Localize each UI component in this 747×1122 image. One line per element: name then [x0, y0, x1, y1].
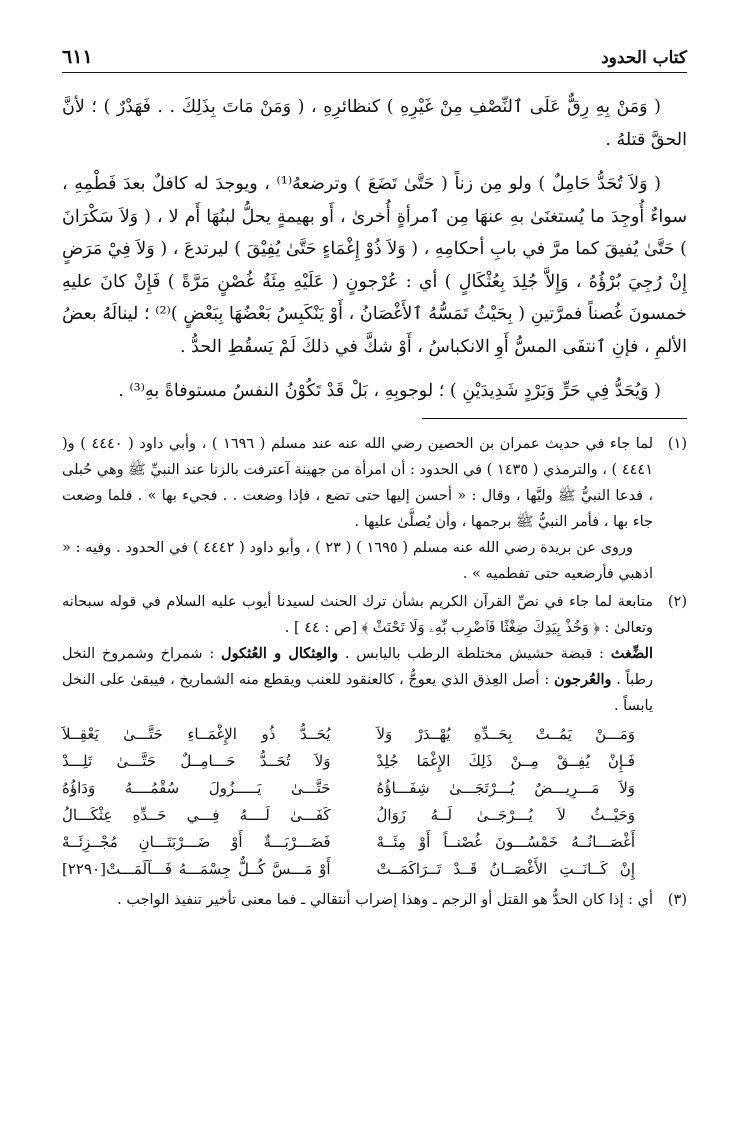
footnote-body	[62, 589, 653, 885]
verse-second-hemistich: فَضَـــرْبَـــةٌ أَوْ ضَـــرْبَتَـــانِ مُجْــزِئَــهْ	[62, 832, 331, 851]
footnote-text: لما جاء في حديث عمران بن الحصين رضي الله عنه عند مسلم ( ١٦٩٦ ) ، وأبي داود ( ٤٤٤٠ ) و( ٤٤٤١ ) ، والترمذي ( ١٤٣٥ ) في الحدود : أن امرأة من جهينة آعترفت بالزنا عند النبيِّ ﷺ وهي حُبلى ، فدعا النبيُّ ﷺ وليَّها ، وقال : « أحسن إليها حتى تضع ، فإذا وضعت . . فجيء بها » . فلما وضعت جاء بها ، فأمر النبيُّ ﷺ برجمها ، وأن يُصلَّىٰ عليها .	[62, 435, 653, 530]
footnote	[62, 887, 687, 913]
running-header	[62, 38, 687, 73]
verse-first-hemistich: وَمَـــنْ يَمُــتْ بِحَــدِّهِ يُهْــدَرْ وَلاَ	[376, 724, 635, 743]
glossary-definition: : أصل العِذق الذي يعوجُّ ، كالعنقود للعنب ويقطع منه الشماريخ ، فيبقىٰ على النخل يابساً .	[62, 671, 653, 714]
paragraph: ( وَمَنْ بِهِ رِقٌّ عَلَى ٱلنِّصْفِ مِنْ غَيْرِهِ ) كنظائرِهِ ، ( وَمَنْ مَاتَ بِذَلِكَ . . فَهَدْرٌ ) ؛ لأنَّ الحقَّ قتلهُ .	[62, 97, 687, 150]
footnote-text: أي : إذا كان الحدُّ هو القتل أو الرجم ـ وهذا إضراب أنتقالي ـ فما معنى تأخير تنفيذ الواجب .	[117, 891, 653, 908]
verse-second-hemistich: حَتَّـــىٰ يَـــــزُولَ سُقْمُــــهُ وَدَاؤُهُ	[62, 778, 331, 797]
glossary-definition: : قبضة حشيش مختلطة الرطب باليابس .	[338, 645, 611, 662]
poem-verses	[62, 721, 635, 883]
footnote-text: وروى عن بريدة رضي الله عنه مسلم ( ١٦٩٥ ) ( ٢٣ ) ، وأبو داود ( ٤٤٤٢ ) في الحدود . وفيه : « اذهبي فأرضعيه حتى تفطميه » .	[62, 539, 653, 582]
footnote-mark: (٢)	[667, 593, 687, 610]
paragraph: ( وَلاَ تُحَدُّ حَامِلٌ ) ولو مِن زناً ( حَتَّىٰ تَضَعَ ) وترضعهُ⁽¹⁾ ، ويوجدَ له كافلٌ بعدَ فَطْمِهِ ، سواءٌ أُوجِدَ ما يُستغنَىٰ بهِ عنهَا مِن ٱمرأةٍ أُخرىٰ ، أَو بهيمةٍ يحلُّ لبنُهَا أَم لا ، ( وَلاَ سَكْرَانَ ) حَتَّىٰ يُفيقَ كما مرَّ في بابِ أحكامِهِ ، ( وَلاَ ذُوْ إِغْمَاءٍ حَتَّىٰ يُفِيْقَ ) ليرتدعَ ، ( وَلاَ فِيْ مَرَضٍ إِنْ رُجِيَ بُرْؤُهُ ، وَإِلاَّ جُلِدَ بِعُثْكَالٍ ) أي : عُرْجونٍ ( عَلَيْهِ مِئَةُ غُصْنٍ مَرَّةً ) فَإِنْ كانَ عليهِ خمسونَ غُصناً فمرَّتينِ ( بِحَيْثُ تَمَسُّهُ ٱلأَغْصَانُ ، أَوْ يَنْكَبِسُ بَعْضُهَا بِبَعْضٍ )⁽²⁾ ؛ لينالَهُ بعضُ الألمِ ، فإنِ ٱنتفَى المسُّ أَوِ الانكباسُ ، أَوْ شكَّ في ذلكَ لَمْ يَسقُطِ الحدُّ .	[62, 174, 688, 357]
main-text	[62, 91, 687, 408]
footnote	[62, 431, 687, 587]
footnote	[62, 589, 687, 885]
glossary-term: والعُرجون	[553, 670, 612, 688]
paragraph: ( وَيُحَدُّ فِي حَرٍّ وَبَرْدٍ شَدِيدَيْنِ ) ؛ لوجوبِهِ ، بَلْ قَدْ تَكُوْنُ النفسُ مستوفاةً بهِ⁽³⁾ .	[118, 381, 661, 401]
verse-first-hemistich: فَـإِنْ يُفِــقْ مِــنْ ذَلِكَ الإِغْمَا جُلِدْ	[376, 751, 635, 770]
page-number: ٦١١	[62, 46, 93, 68]
glossary	[62, 641, 653, 719]
verse-second-hemistich: كَفَـــىٰ لَــــهُ فِـــي حَــدِّهِ عِثْكَـــالُ	[62, 805, 331, 824]
footnotes	[62, 431, 687, 913]
verse-first-hemistich: وَلاَ مَـــرِيـــضٌ يُـــرْتَجَـــىٰ شِفَـــاؤُهُ	[376, 778, 635, 797]
verse-first-hemistich: وَحَيْــثُ لاَ يُـــرْجَــىٰ لَــهُ زَوَالُ	[376, 805, 635, 824]
footnote-text: متابعة لما جاء في نصِّ القرآن الكريم بشأن ترك الحنث لسيدنا أيوب عليه السلام في قوله سبحانه وتعالىٰ : ﴿ وَخُذْ بِيَدِكَ ضِغْثًا فَٱضْرِب بِّهِۦ وَلَا تَحْنَثْ ﴾ [ص : ٤٤ ] .	[62, 593, 653, 636]
footnote-body	[62, 431, 653, 587]
glossary-term: الضِّغث	[610, 644, 653, 662]
book-title: كتاب الحدود	[601, 48, 687, 68]
verse-second-hemistich: أَوْ مَـــسَّ كُــلٌّ جِسْمَـــهُ فَـــآلَمَـــتْ[٢٢٩٠]	[62, 859, 331, 878]
verse-second-hemistich: وَلاَ تُحَــدُّ حَـــامِــلٌ حَتَّـــىٰ تَلِـــدْ	[62, 751, 331, 770]
verse-first-hemistich: أَغْصَـــانُــهُ خَمْسُـــونَ غُصْنــاً أَوْ مِئَــهْ	[376, 832, 635, 851]
footnote-separator	[422, 418, 687, 419]
footnote-mark: (٣)	[667, 891, 687, 908]
verse-second-hemistich: يُحَــدُّ ذُو الإِغْمَــاءِ حَتَّـــىٰ يَعْقِــلاَ	[62, 724, 331, 743]
footnote-mark: (١)	[667, 435, 687, 452]
glossary-definition: : شمراخ وشمروخ النخل رطباً .	[62, 645, 653, 688]
footnote-body	[62, 887, 653, 913]
verse-first-hemistich: إِنْ كَــانَــتِ الأَغْصَــانُ قَــدْ تَــرَاكَمَــتْ	[376, 859, 635, 878]
glossary-term: والعِثكال و العُثكول	[221, 644, 339, 662]
